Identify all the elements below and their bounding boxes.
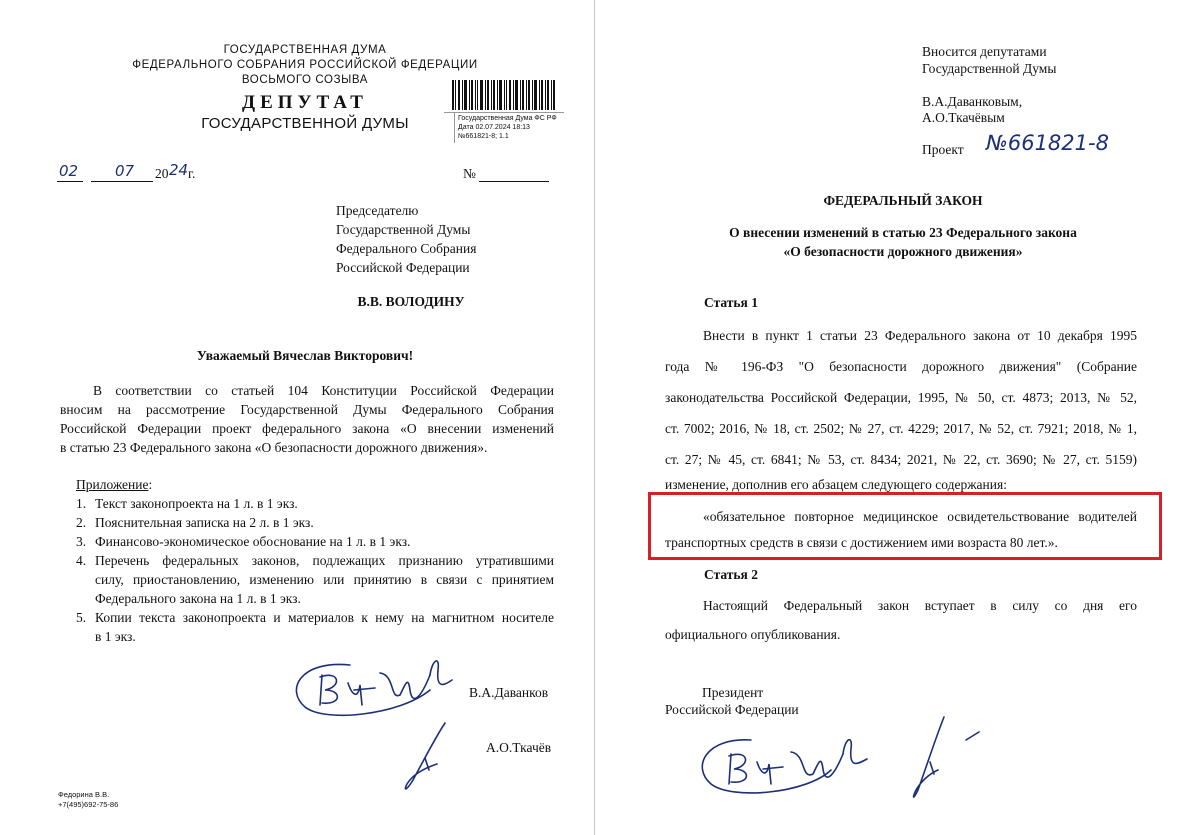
appendix-item-text: Копии текста законопроекта и материалов к нему на магнитном носителе: [95, 610, 554, 625]
law-subtitle-2: «О безопасности дорожного движения»: [783, 244, 1023, 259]
date-month: 07: [115, 162, 135, 180]
number-label: №: [463, 166, 476, 181]
law-draft-page: [596, 0, 1190, 835]
article-1-line-4: ст. 7002; 2016, № 18, ст. 2502; № 27, ст. 4229; 2017, № 52, ст. 7921; 2018, № 1,: [665, 421, 1137, 436]
appendix-item-num: 1.: [76, 496, 87, 511]
header-line-3: ВОСЬМОГО СОЗЫВА: [241, 74, 369, 86]
introduced-line-3: В.А.Даванковым,: [922, 94, 1023, 109]
addressee-line-2: Государственной Думы: [336, 222, 471, 237]
appendix-item-text: в 1 экз.: [95, 629, 136, 644]
appendix-item-num: 4.: [76, 553, 87, 568]
body-line-1: В соответствии со статьей 104 Конституции Российской Федерации: [93, 383, 554, 398]
highlight-line-2: транспортных средств в связи с достижением ими возраста 80 лет.».: [665, 535, 1058, 550]
date-year-suffix: г.: [188, 166, 196, 181]
greeting: Уважаемый Вячеслав Викторович!: [196, 348, 414, 363]
date-year-prefix: 20: [155, 166, 169, 181]
appendix-title: Приложение: [76, 477, 149, 492]
body-line-4: в статью 23 Федерального закона «О безопасности дорожного движения».: [60, 440, 488, 455]
registration-stamp: [444, 112, 564, 143]
highlight-line-1: «обязательное повторное медицинское освидетельствование водителей: [703, 509, 1137, 524]
article-2-line-2: официального опубликования.: [665, 627, 841, 642]
president-line-1: Президент: [702, 685, 764, 700]
header-title: ДЕПУТАТ: [242, 92, 368, 113]
body-line-2: вносим на рассмотрение Государственной Думы Федерального Собрания: [60, 402, 554, 417]
appendix-item-5: [76, 608, 554, 646]
appendix-item-text: Перечень федеральных законов, подлежащих признанию утратившими: [95, 553, 554, 568]
addressee-line-4: Российской Федерации: [336, 260, 470, 275]
article-1-title: Статья 1: [704, 295, 758, 310]
law-title: ФЕДЕРАЛЬНЫЙ ЗАКОН: [823, 193, 983, 208]
letter-page: [0, 0, 594, 835]
signature-davankov: [280, 645, 470, 725]
date-year-hand: 24: [169, 161, 189, 179]
footer-executor: Федорина В.В.: [58, 790, 110, 799]
article-2-title: Статья 2: [704, 567, 758, 582]
project-label: Проект: [922, 142, 964, 157]
addressee-line-3: Федерального Собрания: [336, 241, 477, 256]
introduced-line-2: Государственной Думы: [922, 61, 1057, 76]
article-1-line-6: изменение, дополнив его абзацем следующего содержания:: [665, 477, 1007, 492]
article-1-line-1: Внести в пункт 1 статьи 23 Федерального закона от 10 декабря 1995: [703, 328, 1137, 343]
article-1-line-3: законодательства Российской Федерации, 1995, № 50, ст. 4873; 2013, № 52,: [665, 390, 1137, 405]
barcode-icon: [452, 80, 556, 110]
appendix-colon: :: [148, 477, 153, 492]
signer-2: А.О.Ткачёв: [486, 740, 552, 755]
header-line-1: ГОСУДАРСТВЕННАЯ ДУМА: [223, 44, 387, 56]
addressee-line-1: Председателю: [336, 203, 419, 218]
appendix-item-text: Финансово-экономическое обоснование на 1 л. в 1 экз.: [95, 534, 411, 549]
appendix-item-text: Текст законопроекта на 1 л. в 1 экз.: [95, 496, 298, 511]
stamp-line-3: №661821-8; 1.1: [458, 133, 509, 140]
article-2-line-1: Настоящий Федеральный закон вступает в силу со дня его: [703, 598, 1137, 613]
stamp-line-2: Дата 02.07.2024 18:13: [458, 124, 530, 131]
stamp-line-1: Государственная Дума ФС РФ: [458, 115, 557, 122]
body-line-3: Российской Федерации проект федерального закона «О внесении изменений: [60, 421, 554, 436]
appendix-item-text: силу, приостановлению, изменению или принятию в связи с принятием: [95, 572, 554, 587]
signature-tkachev-copy: [904, 712, 984, 807]
signer-1: В.А.Даванков: [469, 685, 549, 700]
appendix-item-num: 5.: [76, 610, 87, 625]
addressee-name: В.В. ВОЛОДИНУ: [357, 294, 465, 309]
article-1-line-5: ст. 27; № 45, ст. 6841; № 53, ст. 8434; 2021, № 22, ст. 3690; № 27, ст. 5159): [665, 452, 1137, 467]
signature-davankov-copy: [691, 722, 901, 802]
article-1-line-2: года № 196-ФЗ "О безопасности дорожного движения" (Собрание: [665, 359, 1137, 374]
date-day: 02: [59, 162, 79, 180]
signature-tkachev: [395, 718, 455, 798]
appendix-item-text: Федерального закона на 1 л. в 1 экз.: [95, 591, 301, 606]
page-divider: [594, 0, 595, 835]
appendix-item-num: 2.: [76, 515, 87, 530]
appendix-item-num: 3.: [76, 534, 87, 549]
appendix-item-4: [76, 551, 554, 608]
letter-date: [57, 161, 207, 184]
law-subtitle-1: О внесении изменений в статью 23 Федерального закона: [729, 225, 1077, 240]
number-underline: [479, 181, 549, 182]
introduced-line-4: А.О.Ткачёвым: [922, 110, 1005, 125]
appendix-item-text: Пояснительная записка на 2 л. в 1 экз.: [95, 515, 314, 530]
introduced-line-1: Вносится депутатами: [922, 44, 1047, 59]
footer-phone: +7(495)692-75-86: [58, 800, 119, 809]
project-number: №661821-8: [986, 131, 1109, 155]
president-line-2: Российской Федерации: [665, 702, 799, 717]
header-subtitle: ГОСУДАРСТВЕННОЙ ДУМЫ: [201, 115, 409, 132]
appendix-heading: [76, 475, 152, 494]
header-line-2: ФЕДЕРАЛЬНОГО СОБРАНИЯ РОССИЙСКОЙ ФЕДЕРАЦИИ: [132, 59, 478, 71]
